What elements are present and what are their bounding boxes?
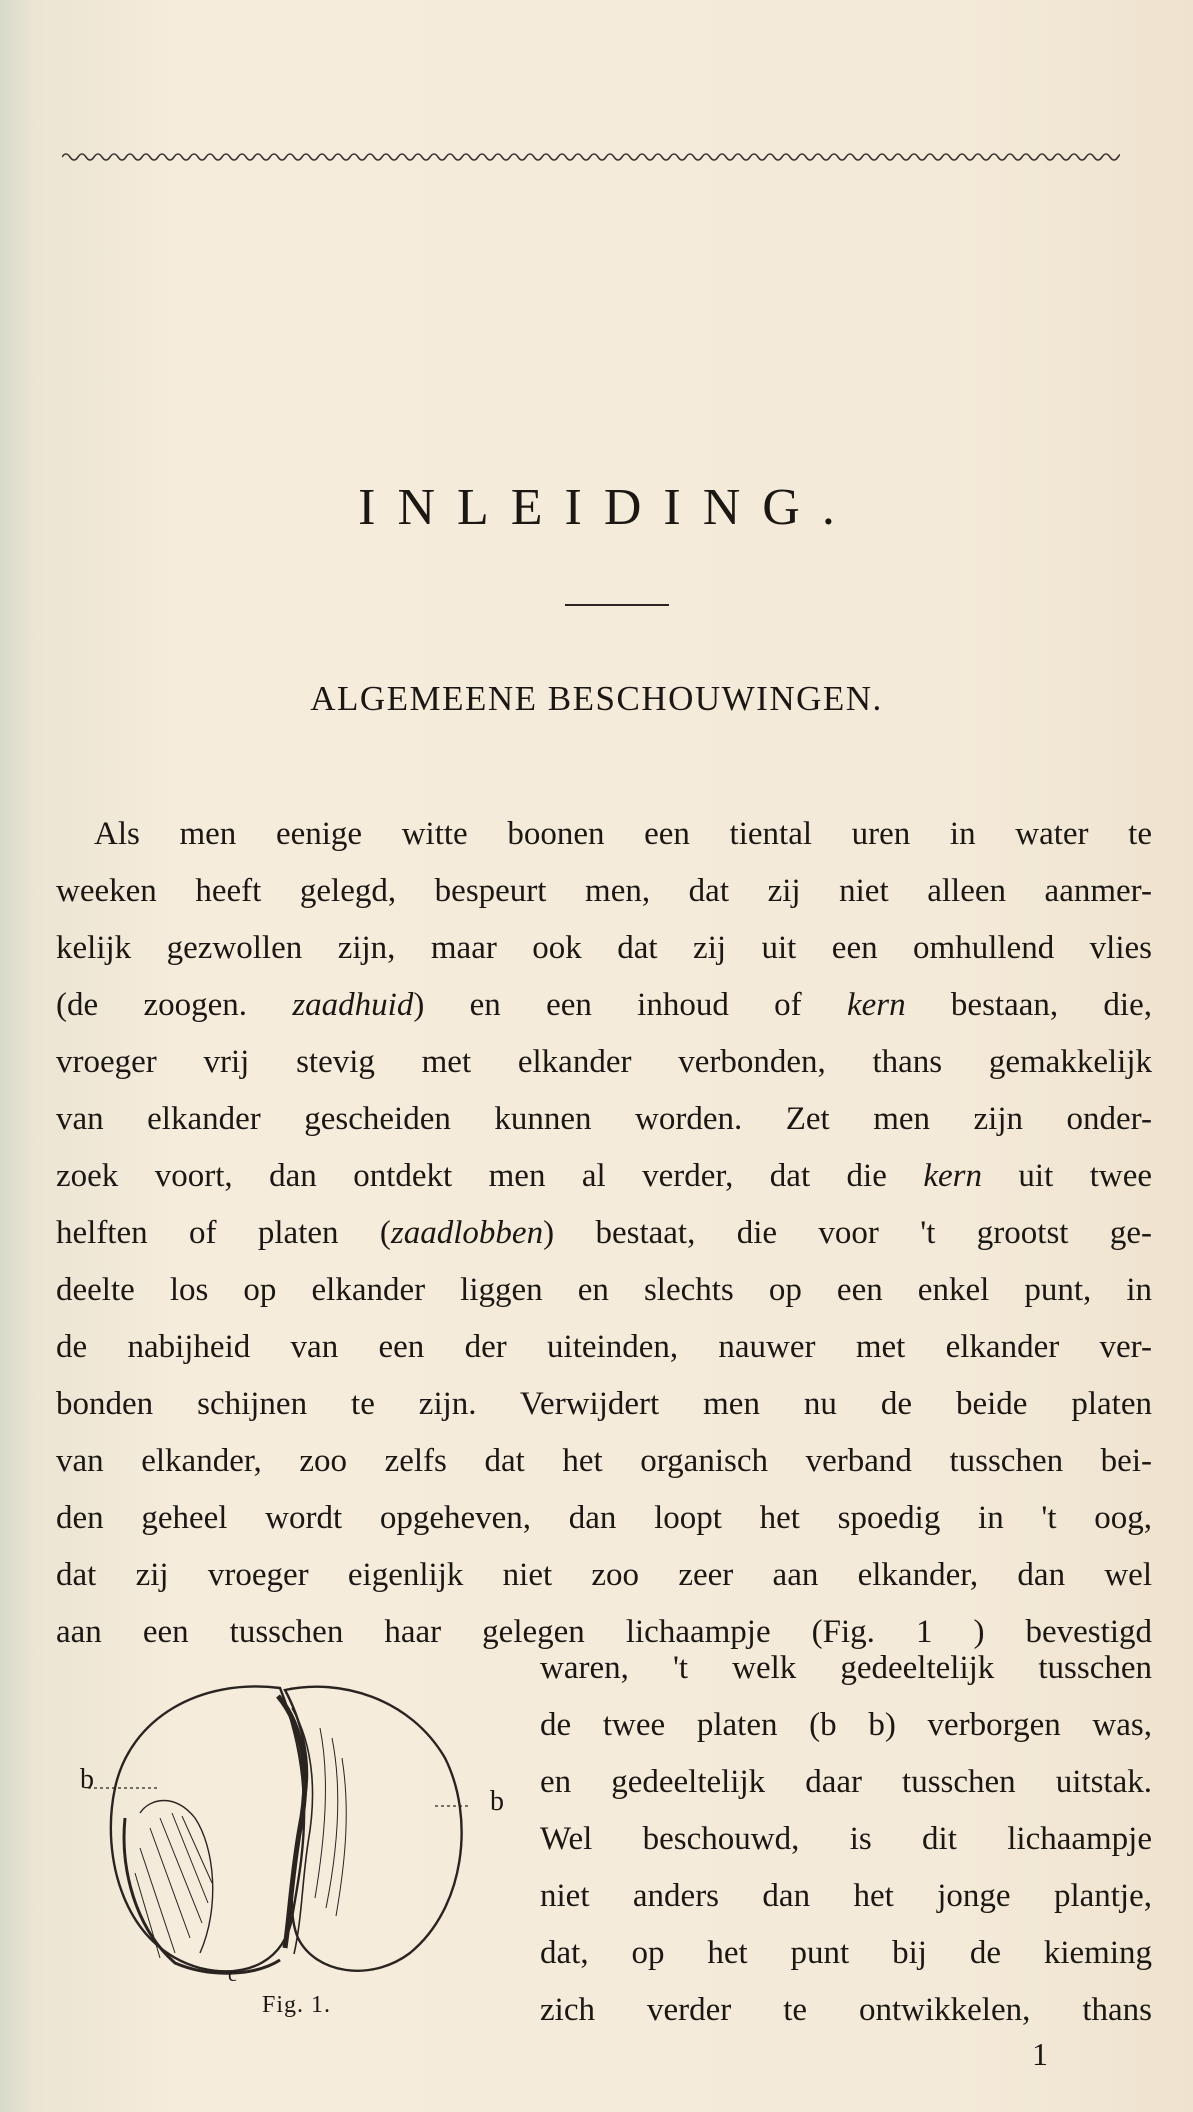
text-line: dat, op het punt bij de kieming [540,1935,1152,1971]
text-line: de nabijheid van een der uiteinden, nauwer met elkander ver- [56,1329,1152,1365]
text-line: deelte los op elkander liggen en slechts op een enkel punt, in [56,1272,1152,1308]
text-line: (de zoogen. zaadhuid) en een inhoud of kern bestaan, die, [56,987,1152,1023]
figure-label-b-left: b [80,1764,94,1795]
text-line: dat zij vroeger eigenlijk niet zoo zeer aan elkander, dan wel [56,1557,1152,1593]
bean-seed-drawing [80,1668,520,1988]
figure-caption: Fig. 1. [262,1992,332,2018]
text-line: aan een tusschen haar gelegen lichaampje (Fig. 1 ) bevestigd [56,1614,1152,1650]
text-line: zoek voort, dan ontdekt men al verder, dat die kern uit twee [56,1158,1152,1194]
main-paragraph [56,806,1152,1661]
decorative-border-line [62,150,1120,164]
text-line: van elkander gescheiden kunnen worden. Zet men zijn onder- [56,1101,1152,1137]
text-line: van elkander, zoo zelfs dat het organisch verband tusschen bei- [56,1443,1152,1479]
figure-label-c: c [228,1964,237,1986]
text-line: helften of platen (zaadlobben) bestaat, die voor 't grootst ge- [56,1215,1152,1251]
figure-label-b-right: b [490,1786,504,1817]
text-line: weeken heeft gelegd, bespeurt men, dat zij niet alleen aanmer- [56,873,1152,909]
text-line: vroeger vrij stevig met elkander verbonden, thans gemakkelijk [56,1044,1152,1080]
side-paragraph [540,1640,1152,2039]
bean-seed-figure [80,1668,520,1988]
text-line: Wel beschouwd, is dit lichaampje [540,1821,1152,1857]
text-line: zich verder te ontwikkelen, thans [540,1992,1152,2028]
page-number: 1 [1032,2036,1048,2072]
chapter-subtitle: ALGEMEENE BESCHOUWINGEN. [310,679,883,718]
title-rule [565,604,669,606]
chapter-title: INLEIDING. [358,479,857,536]
text-line: bonden schijnen te zijn. Verwijdert men nu de beide platen [56,1386,1152,1422]
text-line: niet anders dan het jonge plantje, [540,1878,1152,1914]
text-line: de twee platen (b b) verborgen was, [540,1707,1152,1743]
text-line: kelijk gezwollen zijn, maar ook dat zij uit een omhullend vlies [56,930,1152,966]
text-line: waren, 't welk gedeeltelijk tusschen [540,1650,1152,1686]
text-line: Als men eenige witte boonen een tiental uren in water te [94,816,1152,852]
text-line: den geheel wordt opgeheven, dan loopt het spoedig in 't oog, [56,1500,1152,1536]
text-line: en gedeeltelijk daar tusschen uitstak. [540,1764,1152,1800]
